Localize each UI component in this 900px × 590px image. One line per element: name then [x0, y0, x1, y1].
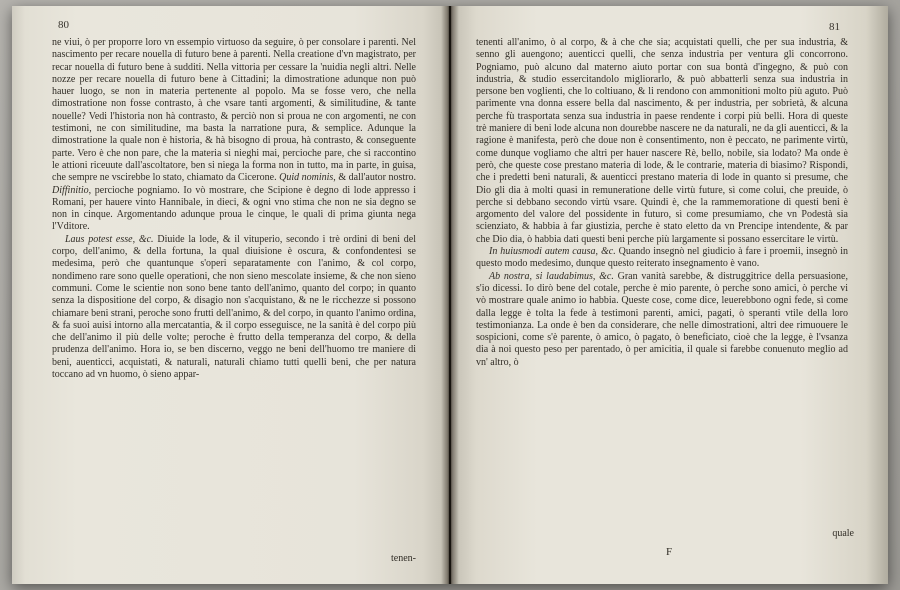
- lemma-text: Laus potest esse, &c.: [65, 233, 158, 245]
- left-page-number: 80: [58, 19, 69, 31]
- book-gutter: [441, 6, 459, 584]
- body-text: ne viui, ò per proporre loro vn essempio virtuoso da seguire, ò per consolare i parenti. Nel nascimento per recare nouella di futuro bene à parenti. Nella creatione d'vn magistrato, per recar nouella di futuro bene à sudditi. Nella vittoria per cessare la 'nuidia negli altri. Nelle nozze per recare nouella di futuro bene à Cittadini; la dimostratione adunque non può hauer luogo, se non in materia pertenente al popolo. Ma se fosse vero, che nella dimostratione non fosse contrasto, à che vsare tanti argomenti, & similitudine, & tante nouelle? Vedi l'historia non hà contrasto, & perciò non si proua ne con argomenti, ne con testimoni, ne con similitudine, ma basta la narratione pura, & semplice. Adunque la dimostratione la quale non è historia, & hà bisogno di proua, hà contrasto, & conseguente parte. Vero è che non pare, che la materia si nieghi mai, percioche pare, che si raccontino le attioni riceuute dall'ascoltatore, ben si niega la forma non in tutto, ma in parte, in guisa, che sempre ne vscirebbe lo stato, chiamato da Cicerone.: [52, 37, 416, 184]
- body-text: , percioche pogniamo. Io vò mostrare, che Scipione è degno di lode appresso i Romani, per hauere vinto Hannibale, in dieci, & ogni vno stima che non ne sia degno se non in cinque. Argomentando adunque proua le cinque, le quali di prima giunta nega l'Vditore.: [52, 184, 416, 233]
- left-page-catchword: tenen-: [391, 553, 416, 564]
- body-text: tenenti all'animo, ò al corpo, & à che che sia; acquistati quelli, che per sua industria, & senno gli auengono; auenticci quelli, che senza industria per ventura gli concorrono. Pogniamo, può alcuno dal materno aiuto portar con sua bontà d'ingegno, & può con industria, & studio essercitandolo migliorarlo, & può abbatterli senza sua industria in persone ben voglienti, che lo coltiuano, & li rendono con ammonitioni molto più aguto. Può parimente vna donna essere bella dal nascimento, & per industria, per sobrietà, & alcuna perche fù trasportata senza sua industria in paese rendente i corpi più belli. Hora di queste trè maniere di beni lode alcuna non dourebbe nascere ne da naturali, ne da gli auenticci, & la ragione è manifesta, però che doue non è consentimento, non è peccato, ne parimente virtù, come dunque vogliamo che altri per hauer nascere Rè, bello, nobile, sia lodato? Ma onde è però, che queste cose prestano materia di lode, & le contrarie, materia di biasimo? Rispondi, che i predetti beni naturali, & auenticci prestano materia di lode in quanto si presume, che Dio gli dia à molti quasi in remuneratione delle virtù future, sì come colui, che preuide, ò perche si debbano secondo virtù vsare. Quindi è, che la rammemoratione di questi beni è argomento del valore del possidente in futuro, sì come presumiamo, che vn Podestà sia scienziato, & habbia à far giustizia, perche è stato eletto da vn Prencipe intendente, & par che Dio dia, ò habbia dati questi beni perche più largamente si possano essercitare le virtù.: [476, 37, 848, 245]
- left-page-body: [52, 37, 416, 547]
- text-paragraph: [476, 271, 848, 369]
- right-page-number: 81: [829, 21, 840, 33]
- right-page-catchword: quale: [832, 528, 854, 539]
- body-text: Diuide la lode, & il vituperio, secondo i trè ordini di beni del corpo, dell'animo, & della fortuna, la qual diuisione è oscura, & confondentesi se medesima, però che quantunque s'operi separatamente con l'animo, & col corpo, nondimeno rare sono quelle operationi, che non sieno mescolate insieme, & che non sieno communi. Come le scientie non sono bene tanto dell'animo, quanto del corpo; in quanto senza la dispositione del corpo, & disagio non s'acquistano, & ne le ricchezze si possono chiamare beni strani, peroche sono frutti dell'animo, & del corpo, in quanto l'animo ordina, & fa suoi auisi intorno alla mercatantia, & il corpo esseguisce, ne la sanità è del corpo più che dell'animo il più delle volte; peroche è frutto della temperanza del corpo, & della prudenza dell'animo. Hora io, se ben discerno, veggo ne beni dell'huomo tre maniere di beni, auenticci, acquistati, & naturali, naturali chiamo tutti quelli beni, che per natura toccano ad vn huomo, ò sieno appar-: [52, 233, 416, 381]
- text-paragraph: [52, 234, 416, 382]
- book-spread: [12, 6, 888, 584]
- lemma-text: Quid nominis: [279, 172, 334, 184]
- text-paragraph: [52, 37, 416, 234]
- right-page-body: [476, 37, 848, 525]
- body-text: , & dall'autor nostro.: [333, 172, 416, 184]
- body-text: Gran vanità sarebbe, & distruggitrice della persuasione, s'io dicessi. Io dirò bene del cotale, perche è mio parente, ò perche sono amici, ò perche vi vò mostrare quale animo io habbia. Queste cose, come dice, leuerebbono ogni fede, sì come dalla legge è tolta la fede à testimoni parenti, amici, pagati, ò speranti vtile della loro testimonianza. La onde è ben da considerare, che nelle dimostrationi, altri dee rimuouere le sospicioni, come s'è parente, ò amico, ò pagato, ò beneficiato, cioè che la legge, è l'vsanza dia à noi questo peso per parentado, ò per amicitia, il quale si farebbe conuenuto meglio ad vn' altro, ò: [476, 270, 848, 368]
- right-page: [450, 6, 888, 584]
- lemma-text: Ab nostra, si laudabimus, &c.: [489, 270, 618, 282]
- text-paragraph: [476, 246, 848, 271]
- left-page: [12, 6, 450, 584]
- text-paragraph: [476, 37, 848, 246]
- body-text: Quando insegnò nel giudicio à fare i proemii, insegnò in questo modo medesimo, dunque questo reiterato insegnamento è vano.: [476, 246, 848, 270]
- lemma-text: In huiusmodi autem causa, &c.: [489, 246, 619, 258]
- lemma-text: Diffinitio: [52, 184, 89, 196]
- signature-mark: F: [665, 546, 673, 558]
